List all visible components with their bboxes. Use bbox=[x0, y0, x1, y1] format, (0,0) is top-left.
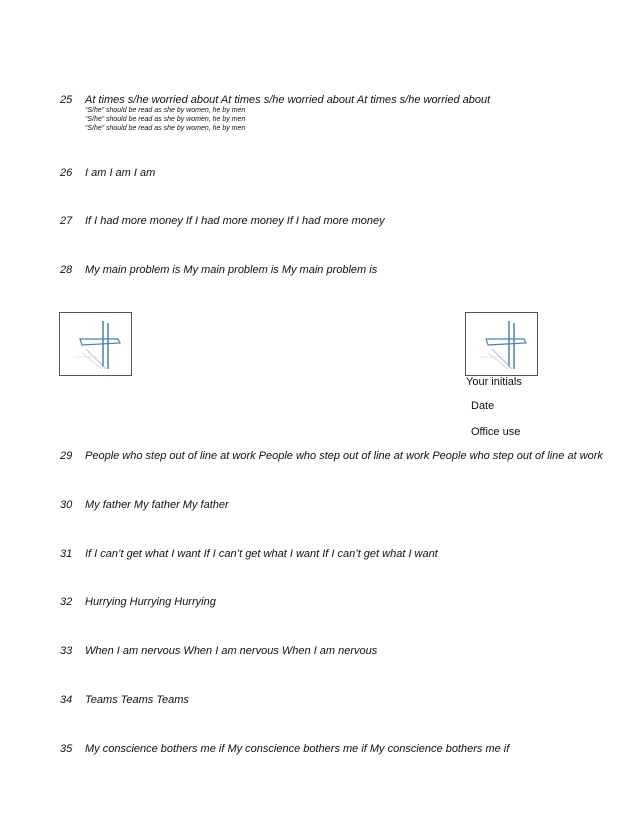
item-text: When I am nervous When I am nervous When I am nervous bbox=[85, 645, 378, 657]
item-text: Hurrying Hurrying Hurrying bbox=[85, 596, 216, 608]
office-use-label: Office use bbox=[471, 426, 521, 438]
your-initials-label: Your initials bbox=[466, 376, 522, 388]
item-text: People who step out of line at work People who step out of line at work People who step out of line at work bbox=[85, 450, 603, 462]
gender-note: “S/he” should be read as she by women, he by men bbox=[85, 125, 246, 132]
item-number: 26 bbox=[60, 167, 73, 179]
item-text: My main problem is My main problem is My main problem is bbox=[85, 264, 378, 276]
gender-note: “S/he” should be read as she by women, he by men bbox=[85, 107, 246, 114]
item-number: 31 bbox=[60, 548, 73, 560]
item-number: 30 bbox=[60, 499, 73, 511]
item-text: At times s/he worried about At times s/he worried about At times s/he worried about bbox=[85, 94, 491, 106]
logo-left bbox=[59, 312, 132, 376]
item-number: 32 bbox=[60, 596, 73, 608]
item-number: 34 bbox=[60, 694, 73, 706]
item-text: My father My father My father bbox=[85, 499, 229, 511]
item-number: 35 bbox=[60, 743, 73, 755]
item-number: 28 bbox=[60, 264, 73, 276]
logo-right bbox=[465, 312, 538, 376]
item-number: 27 bbox=[60, 215, 73, 227]
item-text: If I can’t get what I want If I can’t get what I want If I can’t get what I want bbox=[85, 548, 438, 560]
item-text: Teams Teams Teams bbox=[85, 694, 189, 706]
item-number: 33 bbox=[60, 645, 73, 657]
item-text: I am I am I am bbox=[85, 167, 156, 179]
item-number: 29 bbox=[60, 450, 73, 462]
gender-note: “S/he” should be read as she by women, he by men bbox=[85, 116, 246, 123]
item-number: 25 bbox=[60, 94, 73, 106]
date-label: Date bbox=[471, 400, 495, 412]
item-text: If I had more money If I had more money If I had more money bbox=[85, 215, 385, 227]
cross-logo-icon bbox=[60, 313, 131, 375]
cross-logo-icon bbox=[466, 313, 537, 375]
item-text: My conscience bothers me if My conscience bothers me if My conscience bothers me if bbox=[85, 743, 510, 755]
